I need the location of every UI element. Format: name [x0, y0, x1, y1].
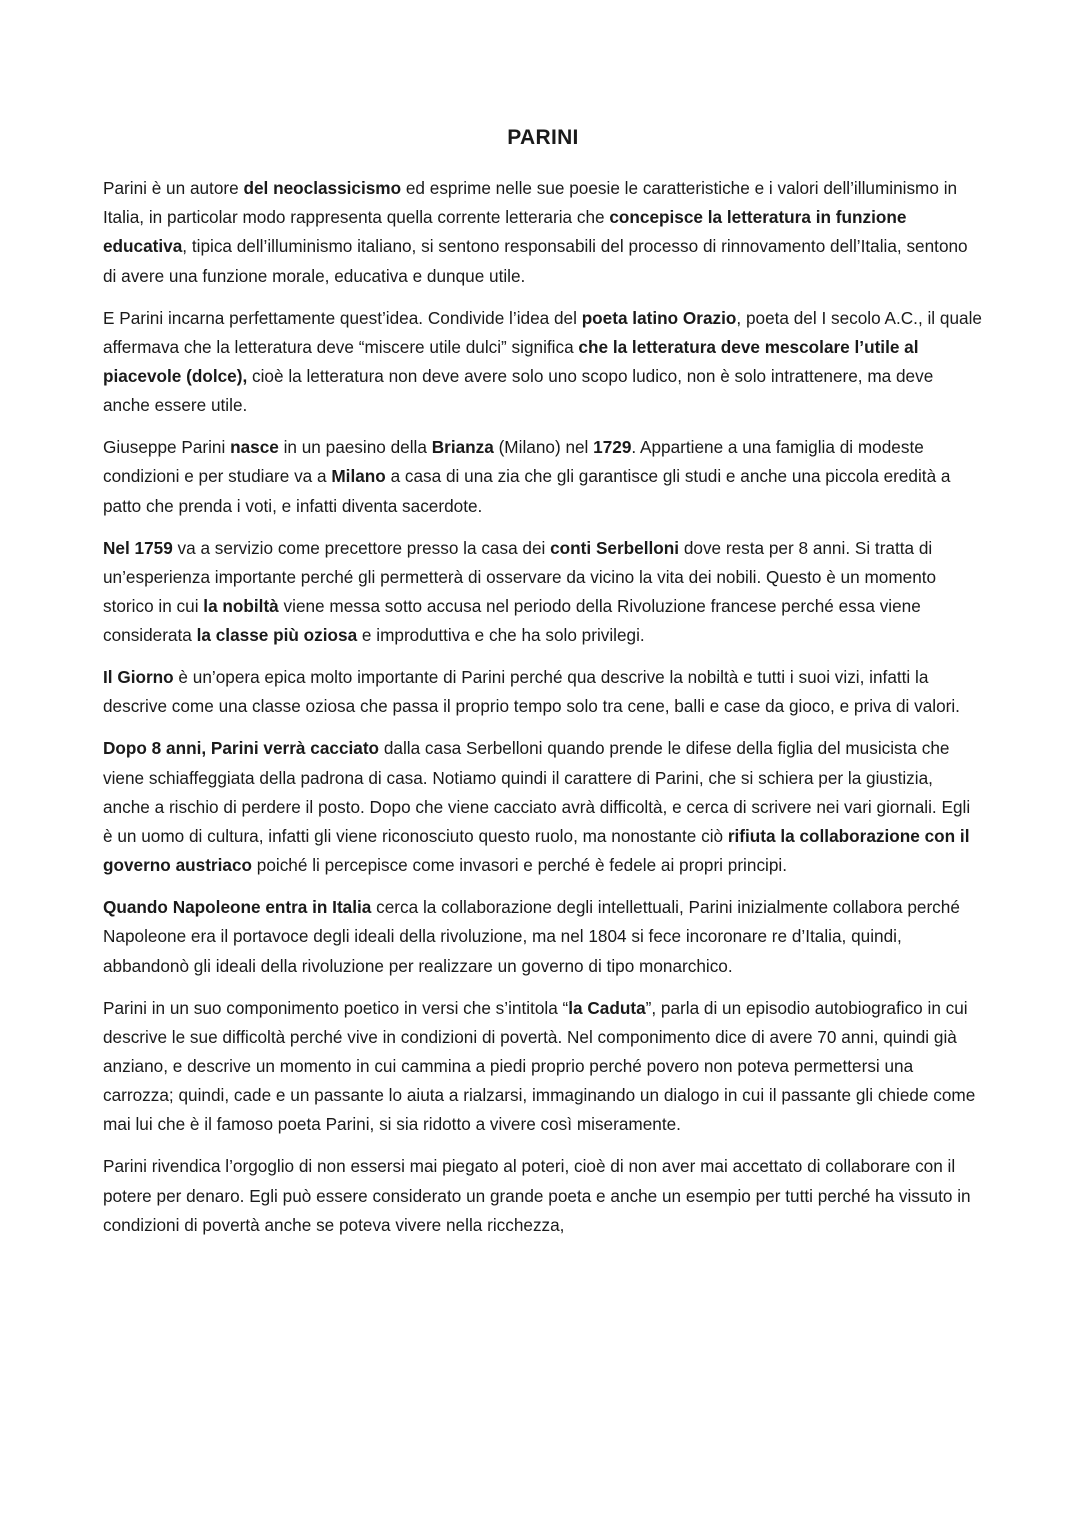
paragraph: [103, 734, 983, 880]
text-run: ”, parla di un episodio autobiografico in cui descrive le sue difficoltà perché vive in condizioni di povertà. Nel componimento dice di avere 70 anni, quindi già anziano, e descrive un momento in cui cammina a piedi proprio perché povero non poteva permettersi una carrozza; quindi, cade e un passante lo aiuta a rialzarsi, immaginando un dialogo in cui il passante gli chiede come mai lui che è il famoso poeta Parini, si sia ridotto a vivere così miseramente.: [103, 997, 976, 1135]
bold-text: rifiuta la collaborazione con il governo austriaco: [103, 826, 970, 876]
text-run: è un’opera epica molto importante di Parini perché qua descrive la nobiltà e tutti i suoi vizi, infatti la descrive come una classe oziosa che passa il proprio tempo solo tra cene, balli e case da gioco, e priva di valori.: [103, 667, 960, 717]
text-run: (Milano) nel: [493, 437, 594, 458]
text-run: poiché li percepisce come invasori e perché è fedele ai propri principi.: [252, 855, 788, 876]
paragraph: [103, 534, 983, 651]
text-run: Parini è un autore: [103, 178, 244, 198]
text-run: in un paesino della: [278, 437, 432, 458]
text-run: Parini in un suo componimento poetico in versi che s’intitola “: [103, 997, 569, 1018]
bold-text: Milano: [331, 466, 386, 487]
text-run: dalla casa Serbelloni quando prende le difese della figlia del musicista che viene schiaffeggiata della padrona di casa. Notiamo quindi il carattere di Parini, che si schiera per la giustizia, anche a rischio di perdere il posto. Dopo che viene cacciato avrà difficoltà, e cerca di scrivere nei vari giornali. Egli è un uomo di cultura, infatti gli viene riconosciuto questo ruolo, ma nonostante ciò: [103, 738, 971, 847]
document-page: [103, 126, 983, 1253]
bold-text: conti Serbelloni: [550, 537, 680, 558]
bold-text: Brianza: [431, 437, 494, 458]
bold-text: che la letteratura deve mescolare l’utile al piacevole (dolce),: [103, 336, 919, 387]
text-run: , tipica dell’illuminismo italiano, si sentono responsabili del processo di rinnovamento dell’Italia, sentono di avere una funzione morale, educativa e dunque utile.: [103, 236, 968, 286]
paragraph: [103, 994, 983, 1140]
bold-text: Quando Napoleone entra in Italia: [103, 897, 372, 918]
text-run: dove resta per 8 anni. Si tratta di un’esperienza importante perché gli permetterà di osservare da vicino la vita dei nobili. Questo è un momento storico in cui: [103, 537, 937, 617]
text-run: cerca la collaborazione degli intellettuali, Parini inizialmente collabora perché Napoleone era il portavoce degli ideali della rivoluzione, ma nel 1804 si fece incoronare re d’Italia, quindi, abbandonò gli ideali della rivoluzione per realizzare un governo di tipo monarchico.: [103, 897, 960, 976]
bold-text: la classe più oziosa: [196, 625, 358, 646]
bold-text: la nobiltà: [203, 596, 279, 617]
page-title: PARINI: [507, 126, 579, 149]
text-run: . Appartiene a una famiglia di modeste condizioni e per studiare va a: [103, 437, 924, 487]
bold-text: del neoclassicismo: [243, 178, 402, 198]
text-run: E Parini incarna perfettamente quest’idea. Condivide l’idea del: [103, 307, 582, 328]
bold-text: nasce: [230, 437, 279, 458]
text-run: Giuseppe Parini: [103, 437, 231, 458]
bold-text: 1729: [593, 437, 632, 458]
text-run: ed esprime nelle sue poesie le caratteristiche e i valori dell’illuminismo in Italia, in particolar modo rappresenta quella corrente letteraria che: [103, 178, 958, 228]
text-run: Parini rivendica l’orgoglio di non essersi mai piegato al poteri, cioè di non aver mai accettato di collaborare con il potere per denaro. Egli può essere considerato un grande poeta e anche un esempio per tutti perché ha vissuto in condizioni di povertà anche se poteva vivere nella ricchezza,: [103, 1156, 971, 1235]
paragraph: [103, 663, 983, 721]
text-run: viene messa sotto accusa nel periodo della Rivoluzione francese perché essa viene considerata: [103, 596, 921, 646]
bold-text: Dopo 8 anni, Parini verrà cacciato: [103, 738, 380, 759]
paragraph: [103, 174, 983, 291]
bold-text: Nel 1759: [103, 537, 173, 558]
bold-text: Il Giorno: [103, 667, 174, 688]
text-run: va a servizio come precettore presso la casa dei: [172, 537, 551, 558]
text-run: cioè la letteratura non deve avere solo uno scopo ludico, non è solo intrattenere, ma deve anche essere utile.: [103, 366, 934, 416]
text-run: e improduttiva e che ha solo privilegi.: [357, 625, 645, 646]
paragraph: [103, 1152, 983, 1240]
paragraph: [103, 893, 983, 981]
bold-text: concepisce la letteratura in funzione educativa: [103, 207, 907, 257]
document-body: [103, 174, 983, 1240]
paragraph: [103, 304, 983, 421]
bold-text: la Caduta: [568, 997, 646, 1018]
bold-text: poeta latino Orazio: [581, 307, 737, 328]
text-run: , poeta del I secolo A.C., il quale affermava che la letteratura deve “miscere utile dulci” significa: [103, 307, 982, 357]
text-run: a casa di una zia che gli garantisce gli studi e anche una piccola eredità a patto che prenda i voti, e infatti diventa sacerdote.: [103, 466, 951, 516]
paragraph: [103, 433, 983, 521]
